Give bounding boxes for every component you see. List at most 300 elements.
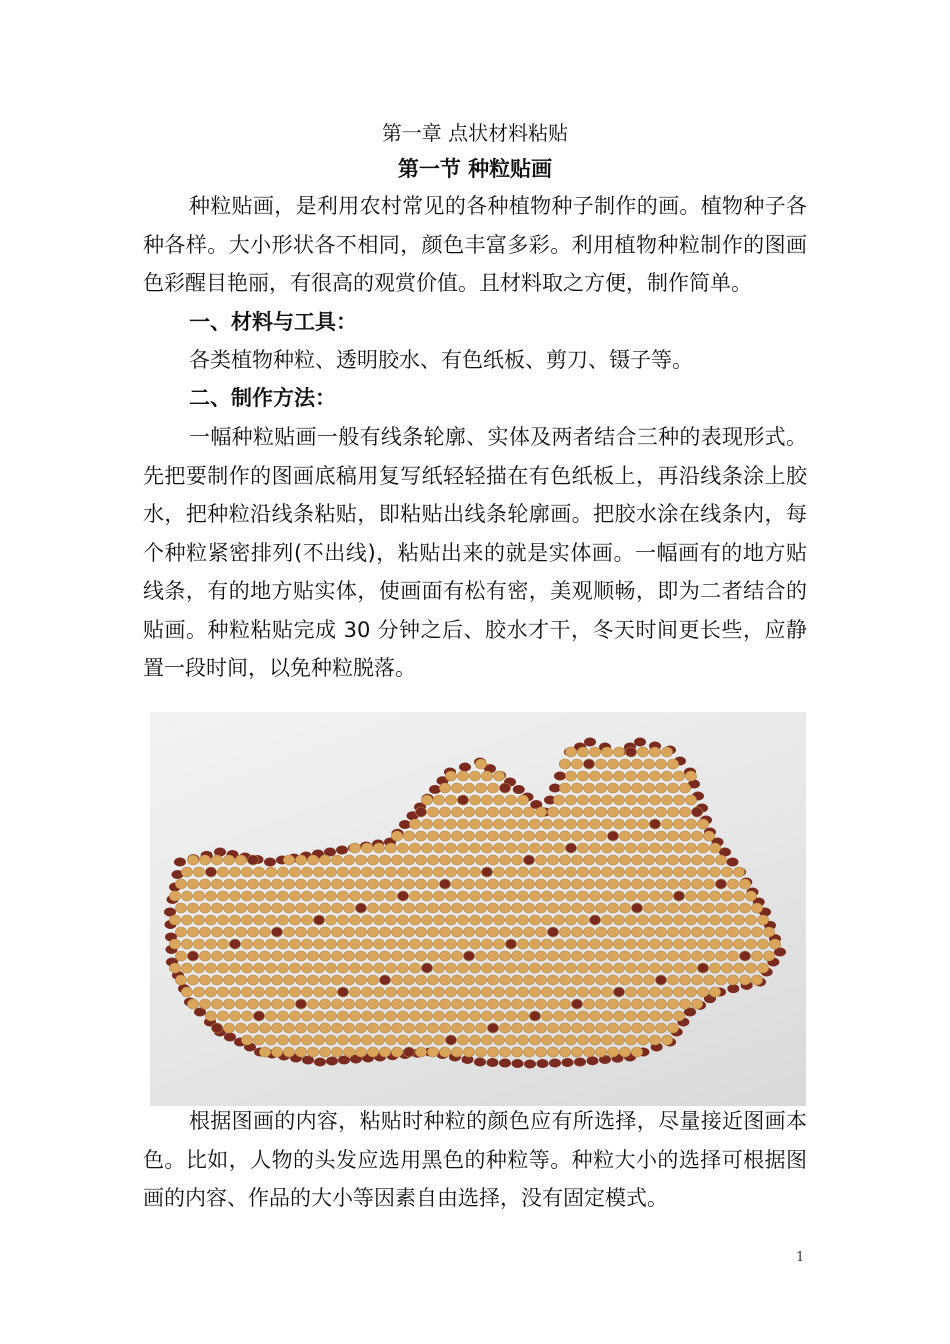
soybean-seed: [379, 999, 390, 1009]
soybean-seed: [709, 843, 720, 853]
soybean-seed: [415, 975, 426, 985]
soybean-seed: [607, 975, 618, 985]
soybean-seed: [409, 939, 420, 949]
soybean-seed: [457, 939, 468, 949]
soybean-seed: [631, 759, 642, 769]
soybean-seed: [451, 999, 462, 1009]
soybean-seed: [541, 843, 552, 853]
red-bean-outline: [174, 858, 186, 867]
soybean-seed: [703, 879, 714, 889]
soybean-seed: [175, 927, 186, 937]
soybean-seed: [235, 1023, 246, 1033]
soybean-seed: [493, 963, 504, 973]
soybean-seed: [685, 771, 696, 781]
soybean-seed: [193, 939, 204, 949]
soybean-seed: [355, 1023, 366, 1033]
soybean-seed: [661, 795, 672, 805]
soybean-seed: [703, 831, 714, 841]
soybean-seed: [613, 795, 624, 805]
soybean-seed: [691, 807, 702, 817]
soybean-seed: [265, 867, 276, 877]
soybean-seed: [601, 795, 612, 805]
soybean-seed: [247, 903, 258, 913]
soybean-seed: [553, 1011, 564, 1021]
soybean-seed: [589, 915, 600, 925]
soybean-seed: [655, 951, 666, 961]
soybean-seed: [439, 1023, 450, 1033]
soybean-seed: [343, 1047, 354, 1057]
soybean-seed: [733, 939, 744, 949]
soybean-seed: [619, 951, 630, 961]
soybean-seed: [361, 1011, 372, 1021]
soybean-seed: [529, 915, 540, 925]
soybean-seed: [607, 1047, 618, 1057]
soybean-seed: [451, 1047, 462, 1057]
soybean-seed: [241, 1035, 252, 1045]
soybean-seed: [451, 975, 462, 985]
soybean-seed: [613, 747, 624, 757]
soybean-seed: [379, 927, 390, 937]
soybean-seed: [691, 903, 702, 913]
soybean-seed: [229, 891, 240, 901]
soybean-seed: [481, 915, 492, 925]
soybean-seed: [499, 903, 510, 913]
soybean-seed: [511, 927, 522, 937]
soybean-seed: [589, 843, 600, 853]
soybean-seed: [397, 867, 408, 877]
soybean-seed: [697, 939, 708, 949]
soybean-seed: [649, 939, 660, 949]
soybean-seed: [547, 879, 558, 889]
soybean-seed: [409, 1011, 420, 1021]
soybean-seed: [445, 795, 456, 805]
soybean-seed: [319, 879, 330, 889]
soybean-seed: [661, 939, 672, 949]
soybean-seed: [469, 843, 480, 853]
soybean-seed: [475, 903, 486, 913]
soybean-seed: [259, 903, 270, 913]
soybean-seed: [223, 975, 234, 985]
soybean-seed: [457, 795, 468, 805]
soybean-seed: [211, 903, 222, 913]
soybean-seed: [691, 975, 702, 985]
soybean-seed: [583, 927, 594, 937]
soybean-seed: [439, 975, 450, 985]
soybean-seed: [601, 987, 612, 997]
soybean-seed: [541, 915, 552, 925]
soybean-seed: [457, 963, 468, 973]
soybean-seed: [385, 1035, 396, 1045]
soybean-seed: [325, 891, 336, 901]
soybean-seed: [541, 1011, 552, 1021]
soybean-seed: [283, 951, 294, 961]
soybean-seed: [343, 879, 354, 889]
soybean-seed: [655, 879, 666, 889]
soybean-seed: [487, 879, 498, 889]
soybean-seed: [565, 963, 576, 973]
soybean-seed: [691, 855, 702, 865]
soybean-seed: [673, 867, 684, 877]
soybean-seed: [577, 891, 588, 901]
soybean-seed: [397, 939, 408, 949]
soybean-seed: [643, 951, 654, 961]
soybean-seed: [709, 891, 720, 901]
soybean-seed: [511, 1023, 522, 1033]
red-bean-outline: [429, 785, 441, 794]
soybean-seed: [247, 951, 258, 961]
soybean-seed: [343, 975, 354, 985]
soybean-seed: [523, 1047, 534, 1057]
soybean-seed: [499, 1023, 510, 1033]
soybean-seed: [697, 867, 708, 877]
soybean-seed: [661, 963, 672, 973]
soybean-seed: [469, 771, 480, 781]
soybean-seed: [655, 759, 666, 769]
soybean-seed: [517, 867, 528, 877]
soybean-seed: [217, 987, 228, 997]
soybean-seed: [595, 927, 606, 937]
soybean-seed: [511, 807, 522, 817]
soybean-seed: [709, 867, 720, 877]
soybean-seed: [295, 951, 306, 961]
soybean-seed: [595, 999, 606, 1009]
red-bean-outline: [513, 785, 525, 794]
soybean-seed: [727, 951, 738, 961]
soybean-seed: [409, 867, 420, 877]
soybean-seed: [739, 927, 750, 937]
soybean-seed: [559, 975, 570, 985]
soybean-seed: [577, 939, 588, 949]
soybean-seed: [433, 819, 444, 829]
soybean-seed: [391, 927, 402, 937]
soybean-seed: [205, 1011, 216, 1021]
soybean-seed: [301, 1035, 312, 1045]
soybean-seed: [541, 1035, 552, 1045]
soybean-seed: [217, 939, 228, 949]
soybean-seed: [283, 1047, 294, 1057]
soybean-seed: [241, 891, 252, 901]
soybean-seed: [421, 1011, 432, 1021]
soybean-seed: [337, 987, 348, 997]
soybean-seed: [175, 879, 186, 889]
soybean-seed: [721, 939, 732, 949]
soybean-seed: [523, 879, 534, 889]
soybean-seed: [469, 819, 480, 829]
soybean-seed: [619, 927, 630, 937]
soybean-seed: [661, 771, 672, 781]
soybean-seed: [493, 771, 504, 781]
soybean-seed: [283, 1023, 294, 1033]
soybean-seed: [385, 1011, 396, 1021]
soybean-seed: [301, 963, 312, 973]
soybean-seed: [583, 951, 594, 961]
soybean-seed: [721, 963, 732, 973]
soybean-seed: [601, 939, 612, 949]
soybean-seed: [313, 1035, 324, 1045]
soybean-seed: [325, 1035, 336, 1045]
soybean-seed: [169, 963, 180, 973]
soybean-seed: [439, 951, 450, 961]
soybean-seed: [349, 1035, 360, 1045]
soybean-seed: [643, 759, 654, 769]
soybean-seed: [253, 1011, 264, 1021]
soybean-seed: [211, 927, 222, 937]
soybean-seed: [403, 879, 414, 889]
soybean-seed: [499, 1047, 510, 1057]
soybean-seed: [307, 1047, 318, 1057]
soybean-seed: [667, 807, 678, 817]
soybean-seed: [481, 771, 492, 781]
soybean-seed: [271, 879, 282, 889]
soybean-seed: [277, 1035, 288, 1045]
soybean-seed: [325, 867, 336, 877]
soybean-seed: [253, 915, 264, 925]
soybean-seed: [361, 1035, 372, 1045]
soybean-seed: [583, 783, 594, 793]
soybean-seed: [601, 915, 612, 925]
soybean-seed: [391, 1047, 402, 1057]
soybean-seed: [601, 1035, 612, 1045]
red-bean-outline: [524, 1060, 536, 1069]
soybean-seed: [565, 987, 576, 997]
soybean-seed: [637, 963, 648, 973]
soybean-seed: [703, 903, 714, 913]
soybean-seed: [361, 867, 372, 877]
soybean-seed: [637, 843, 648, 853]
soybean-seed: [535, 927, 546, 937]
soybean-seed: [595, 807, 606, 817]
soybean-seed: [697, 987, 708, 997]
soybean-seed: [619, 807, 630, 817]
soybean-seed: [685, 939, 696, 949]
soybean-seed: [355, 927, 366, 937]
red-bean-outline: [562, 1058, 574, 1067]
soybean-seed: [463, 903, 474, 913]
soybean-seed: [199, 903, 210, 913]
soybean-seed: [625, 771, 636, 781]
soybean-seed: [523, 975, 534, 985]
soybean-seed: [373, 915, 384, 925]
soybean-seed: [325, 939, 336, 949]
soybean-seed: [541, 963, 552, 973]
soybean-seed: [511, 879, 522, 889]
soybean-seed: [643, 975, 654, 985]
soybean-seed: [451, 903, 462, 913]
soybean-seed: [613, 843, 624, 853]
soybean-seed: [727, 927, 738, 937]
soybean-seed: [325, 963, 336, 973]
soybean-seed: [457, 843, 468, 853]
soybean-seed: [475, 1023, 486, 1033]
soybean-seed: [529, 891, 540, 901]
soybean-seed: [319, 903, 330, 913]
red-bean-outline: [314, 1058, 326, 1067]
soybean-seed: [757, 939, 768, 949]
soybean-seed: [229, 915, 240, 925]
soybean-seed: [631, 903, 642, 913]
soybean-seed: [235, 951, 246, 961]
red-bean-outline: [574, 1058, 586, 1067]
soybean-seed: [463, 879, 474, 889]
soybean-seed: [565, 1035, 576, 1045]
soybean-seed: [493, 987, 504, 997]
soybean-seed: [265, 939, 276, 949]
soybean-seed: [265, 987, 276, 997]
soybean-seed: [235, 927, 246, 937]
soybean-seed: [271, 903, 282, 913]
soybean-seed: [667, 879, 678, 889]
soybean-seed: [331, 999, 342, 1009]
soybean-seed: [247, 975, 258, 985]
soybean-seed: [415, 831, 426, 841]
soybean-seed: [181, 987, 192, 997]
soybean-seed: [637, 891, 648, 901]
soybean-seed: [667, 831, 678, 841]
soybean-seed: [577, 747, 588, 757]
soybean-seed: [493, 891, 504, 901]
soybean-seed: [421, 867, 432, 877]
soybean-seed: [367, 999, 378, 1009]
soybean-seed: [247, 879, 258, 889]
soybean-seed: [541, 819, 552, 829]
soybean-seed: [631, 999, 642, 1009]
soybean-seed: [187, 879, 198, 889]
soybean-seed: [361, 987, 372, 997]
soybean-seed: [277, 987, 288, 997]
soybean-seed: [469, 915, 480, 925]
soybean-seed: [637, 1011, 648, 1021]
soybean-seed: [295, 927, 306, 937]
soybean-seed: [463, 783, 474, 793]
soybean-seed: [547, 807, 558, 817]
soybean-seed: [667, 855, 678, 865]
soybean-seed: [685, 915, 696, 925]
soybean-seed: [361, 843, 372, 853]
soybean-seed: [625, 939, 636, 949]
soybean-seed: [637, 987, 648, 997]
soybean-seed: [217, 1011, 228, 1021]
soybean-seed: [601, 1011, 612, 1021]
soybean-seed: [223, 927, 234, 937]
soybean-seed: [547, 1023, 558, 1033]
soybean-seed: [271, 927, 282, 937]
soybean-seed: [355, 1047, 366, 1057]
soybean-seed: [583, 807, 594, 817]
soybean-seed: [499, 975, 510, 985]
soybean-seed: [667, 927, 678, 937]
soybean-seed: [415, 1047, 426, 1057]
soybean-seed: [409, 819, 420, 829]
soybean-seed: [403, 1023, 414, 1033]
soybean-seed: [721, 867, 732, 877]
soybean-seed: [355, 951, 366, 961]
soybean-seed: [277, 915, 288, 925]
soybean-seed: [295, 903, 306, 913]
soybean-seed: [673, 795, 684, 805]
soybean-seed: [367, 1047, 378, 1057]
soybean-seed: [673, 843, 684, 853]
soybean-seed: [253, 987, 264, 997]
soybean-seed: [523, 999, 534, 1009]
soybean-seed: [427, 1047, 438, 1057]
soybean-seed: [553, 1035, 564, 1045]
soybean-seed: [751, 927, 762, 937]
soybean-seed: [535, 999, 546, 1009]
soybean-seed: [343, 999, 354, 1009]
heading-materials: 一、材料与工具：: [189, 310, 357, 334]
soybean-seed: [655, 975, 666, 985]
soybean-seed: [355, 975, 366, 985]
soybean-seed: [283, 999, 294, 1009]
soybean-seed: [643, 879, 654, 889]
soybean-seed: [247, 855, 258, 865]
soybean-seed: [349, 891, 360, 901]
soybean-seed: [607, 879, 618, 889]
soybean-seed: [415, 951, 426, 961]
soybean-seed: [619, 879, 630, 889]
soybean-seed: [751, 903, 762, 913]
soybean-seed: [457, 819, 468, 829]
soybean-seed: [511, 975, 522, 985]
soybean-seed: [667, 999, 678, 1009]
soybean-seed: [193, 963, 204, 973]
soybean-seed: [673, 939, 684, 949]
soybean-seed: [649, 1011, 660, 1021]
soybean-seed: [361, 891, 372, 901]
soybean-seed: [259, 951, 270, 961]
soybean-seed: [463, 975, 474, 985]
soybean-seed: [307, 903, 318, 913]
soybean-seed: [487, 927, 498, 937]
soybean-seed: [583, 879, 594, 889]
soybean-seed: [427, 855, 438, 865]
soybean-seed: [409, 915, 420, 925]
soybean-seed: [481, 1035, 492, 1045]
soybean-seed: [499, 999, 510, 1009]
soybean-seed: [307, 951, 318, 961]
soybean-seed: [613, 891, 624, 901]
soybean-seed: [559, 951, 570, 961]
soybean-seed: [355, 855, 366, 865]
soybean-seed: [265, 963, 276, 973]
soybean-seed: [607, 1023, 618, 1033]
soybean-seed: [397, 915, 408, 925]
soybean-seed: [715, 903, 726, 913]
soybean-seed: [313, 891, 324, 901]
soybean-seed: [571, 759, 582, 769]
soybean-seed: [265, 915, 276, 925]
soybean-seed: [457, 915, 468, 925]
soybean-seed: [343, 1023, 354, 1033]
soybean-seed: [337, 1035, 348, 1045]
soybean-seed: [661, 867, 672, 877]
soybean-seed: [733, 891, 744, 901]
soybean-seed: [439, 783, 450, 793]
soybean-seed: [553, 963, 564, 973]
soybean-seed: [205, 939, 216, 949]
soybean-seed: [547, 903, 558, 913]
soybean-seed: [205, 891, 216, 901]
soybean-seed: [343, 903, 354, 913]
soybean-seed: [673, 915, 684, 925]
soybean-seed: [451, 783, 462, 793]
soybean-seed: [523, 807, 534, 817]
soybean-seed: [295, 855, 306, 865]
soybean-seed: [469, 891, 480, 901]
soybean-seed: [655, 831, 666, 841]
soybean-seed: [589, 1011, 600, 1021]
soybean-seed: [571, 783, 582, 793]
